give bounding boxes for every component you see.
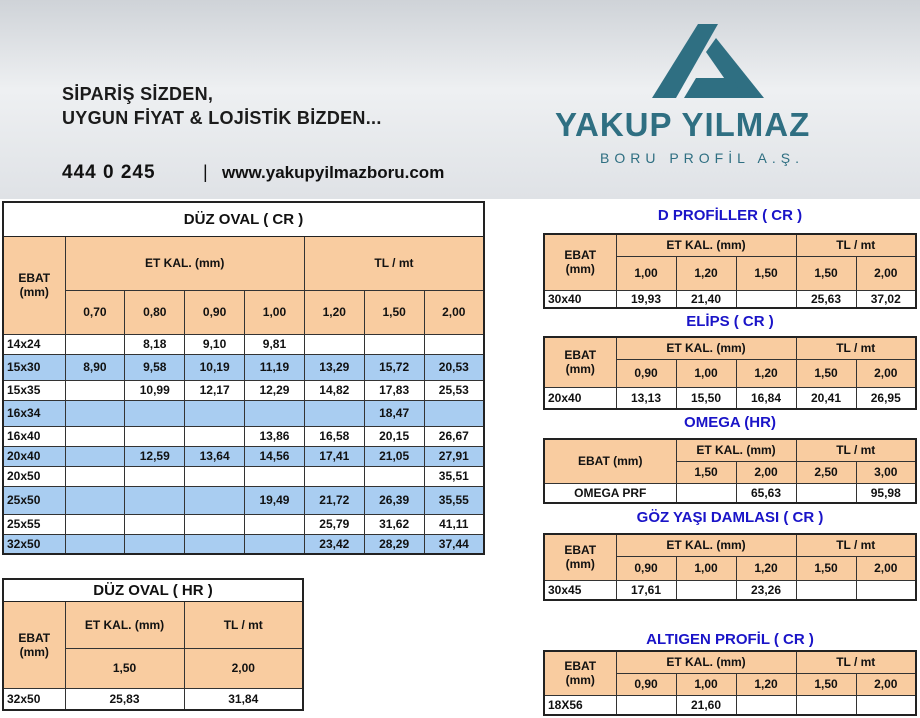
- d-profiller-table: [543, 233, 917, 309]
- price-cell: 23,26: [736, 580, 796, 600]
- price-cell: [185, 514, 245, 534]
- thickness-header: 1,50: [736, 256, 796, 290]
- size-cell: 18X56: [544, 695, 616, 715]
- et-kal-header: ET KAL. (mm): [676, 439, 796, 461]
- price-cell: [736, 695, 796, 715]
- thickness-header: 1,50: [796, 359, 856, 387]
- price-cell: [65, 400, 125, 426]
- price-cell: [364, 334, 424, 354]
- ebat-header: EBAT (mm): [544, 337, 616, 387]
- size-cell: 16x34: [3, 400, 65, 426]
- price-cell: 21,72: [304, 486, 364, 514]
- table-row: [544, 387, 916, 409]
- price-cell: 8,90: [65, 354, 125, 380]
- price-cell: 41,11: [424, 514, 484, 534]
- thickness-header: 0,80: [125, 290, 185, 334]
- size-cell: 20x40: [3, 446, 65, 466]
- thickness-header: 1,00: [676, 359, 736, 387]
- table-title: DÜZ OVAL ( HR ): [3, 579, 303, 601]
- table-row: [544, 290, 916, 308]
- table-row: [3, 466, 484, 486]
- price-cell: 25,79: [304, 514, 364, 534]
- price-cell: 25,53: [424, 380, 484, 400]
- et-kal-header: ET KAL. (mm): [616, 534, 796, 556]
- price-cell: [736, 290, 796, 308]
- price-cell: 28,29: [364, 534, 424, 554]
- elips-title: ELİPS ( CR ): [686, 313, 774, 330]
- size-cell: 25x50: [3, 486, 65, 514]
- thickness-header: 1,20: [736, 673, 796, 695]
- elips-table: [543, 336, 917, 410]
- price-cell: 13,29: [304, 354, 364, 380]
- table-row: [544, 483, 916, 503]
- thickness-header: 1,00: [245, 290, 305, 334]
- size-cell: 25x55: [3, 514, 65, 534]
- brand-name: YAKUP YILMAZ: [555, 106, 811, 143]
- header-banner: [0, 0, 920, 199]
- table-title: DÜZ OVAL ( CR ): [3, 202, 484, 236]
- tl-mt-header: TL / mt: [184, 601, 303, 648]
- price-cell: 17,83: [364, 380, 424, 400]
- thickness-header: 2,00: [184, 648, 303, 688]
- company-logo-icon: [648, 22, 768, 102]
- price-cell: [245, 534, 305, 554]
- price-cell: 65,63: [736, 483, 796, 503]
- price-cell: 13,64: [185, 446, 245, 466]
- thickness-header: 1,20: [736, 359, 796, 387]
- price-cell: 9,81: [245, 334, 305, 354]
- price-cell: 12,29: [245, 380, 305, 400]
- price-cell: [304, 466, 364, 486]
- price-cell: [304, 400, 364, 426]
- table-row: [3, 380, 484, 400]
- size-cell: 30x40: [544, 290, 616, 308]
- price-cell: 15,72: [364, 354, 424, 380]
- price-cell: [125, 426, 185, 446]
- omega-table: [543, 438, 917, 504]
- price-cell: 25,63: [796, 290, 856, 308]
- ebat-header: EBAT (mm): [544, 651, 616, 695]
- ebat-header: EBAT (mm): [3, 236, 65, 334]
- et-kal-header: ET KAL. (mm): [65, 601, 184, 648]
- thickness-header: 1,20: [736, 556, 796, 580]
- thickness-header: 1,20: [676, 256, 736, 290]
- price-cell: 35,51: [424, 466, 484, 486]
- price-cell: [676, 483, 736, 503]
- table-row: [3, 400, 484, 426]
- table-row: [544, 580, 916, 600]
- price-cell: 18,47: [364, 400, 424, 426]
- price-cell: 21,40: [676, 290, 736, 308]
- et-kal-header: ET KAL. (mm): [616, 234, 796, 256]
- price-cell: 95,98: [856, 483, 916, 503]
- price-cell: 35,55: [424, 486, 484, 514]
- thickness-header: 0,90: [185, 290, 245, 334]
- separator: |: [203, 162, 208, 182]
- size-cell: 32x50: [3, 688, 65, 710]
- slogan-line-2: UYGUN FİYAT & LOJİSTİK BİZDEN...: [62, 108, 382, 128]
- price-cell: [616, 695, 676, 715]
- slogan-line-1: SİPARİŞ SİZDEN,: [62, 84, 214, 104]
- duz-oval-hr-table: [2, 578, 304, 711]
- tl-mt-header: TL / mt: [796, 534, 916, 556]
- price-cell: 20,41: [796, 387, 856, 409]
- price-cell: [185, 534, 245, 554]
- size-cell: OMEGA PRF: [544, 483, 676, 503]
- size-cell: 30x45: [544, 580, 616, 600]
- thickness-header: 1,50: [364, 290, 424, 334]
- phone-number: 444 0 245: [62, 162, 156, 183]
- price-cell: 17,61: [616, 580, 676, 600]
- price-cell: [185, 426, 245, 446]
- price-cell: 9,10: [185, 334, 245, 354]
- price-cell: 25,83: [65, 688, 184, 710]
- price-cell: 10,19: [185, 354, 245, 380]
- price-cell: [796, 695, 856, 715]
- price-cell: 15,50: [676, 387, 736, 409]
- price-cell: [796, 580, 856, 600]
- price-cell: [125, 400, 185, 426]
- table-row: [3, 486, 484, 514]
- thickness-header: 1,50: [796, 556, 856, 580]
- price-cell: 21,05: [364, 446, 424, 466]
- brand-subtitle: BORU PROFİL A.Ş.: [600, 150, 804, 166]
- thickness-header: 2,50: [796, 461, 856, 483]
- thickness-header: 1,20: [304, 290, 364, 334]
- thickness-header: 1,50: [796, 256, 856, 290]
- price-cell: 14,56: [245, 446, 305, 466]
- table-row: [3, 354, 484, 380]
- price-cell: 10,99: [125, 380, 185, 400]
- altigen-title: ALTIGEN PROFİL ( CR ): [646, 631, 814, 648]
- goz-yasi-title: GÖZ YAŞI DAMLASI ( CR ): [636, 509, 824, 526]
- price-cell: 13,86: [245, 426, 305, 446]
- price-cell: 37,02: [856, 290, 916, 308]
- thickness-header: 1,00: [616, 256, 676, 290]
- price-cell: 20,15: [364, 426, 424, 446]
- price-cell: [185, 486, 245, 514]
- price-cell: 26,67: [424, 426, 484, 446]
- goz-yasi-table: [543, 533, 917, 601]
- price-cell: 37,44: [424, 534, 484, 554]
- et-kal-header: ET KAL. (mm): [616, 337, 796, 359]
- price-cell: [125, 514, 185, 534]
- table-row: [3, 534, 484, 554]
- thickness-header: 1,50: [676, 461, 736, 483]
- price-cell: [65, 514, 125, 534]
- table-row: [3, 514, 484, 534]
- price-cell: [424, 334, 484, 354]
- table-row: [3, 334, 484, 354]
- price-cell: [856, 695, 916, 715]
- thickness-header: 0,90: [616, 556, 676, 580]
- tl-mt-header: TL / mt: [796, 651, 916, 673]
- size-cell: 16x40: [3, 426, 65, 446]
- thickness-header: 2,00: [856, 359, 916, 387]
- ebat-header: EBAT (mm): [544, 534, 616, 580]
- price-cell: [125, 534, 185, 554]
- table-row: [3, 446, 484, 466]
- price-cell: [424, 400, 484, 426]
- price-cell: 12,17: [185, 380, 245, 400]
- price-cell: 9,58: [125, 354, 185, 380]
- price-cell: 23,42: [304, 534, 364, 554]
- price-cell: [65, 534, 125, 554]
- table-row: [3, 426, 484, 446]
- thickness-header: 1,00: [676, 673, 736, 695]
- price-cell: [65, 466, 125, 486]
- price-cell: [65, 380, 125, 400]
- d-profiller-title: D PROFİLLER ( CR ): [657, 207, 803, 224]
- price-cell: 20,53: [424, 354, 484, 380]
- et-kal-header: ET KAL. (mm): [616, 651, 796, 673]
- price-cell: 21,60: [676, 695, 736, 715]
- thickness-header: 0,90: [616, 673, 676, 695]
- price-cell: [125, 486, 185, 514]
- thickness-header: 2,00: [856, 256, 916, 290]
- ebat-mm-header: EBAT (mm): [544, 439, 676, 483]
- price-cell: [125, 466, 185, 486]
- size-cell: 15x35: [3, 380, 65, 400]
- price-cell: 8,18: [125, 334, 185, 354]
- table-row: [3, 688, 303, 710]
- price-cell: 31,84: [184, 688, 303, 710]
- thickness-header: 2,00: [736, 461, 796, 483]
- altigen-table: [543, 650, 917, 716]
- thickness-header: 0,90: [616, 359, 676, 387]
- price-cell: [796, 483, 856, 503]
- price-cell: [245, 466, 305, 486]
- price-cell: [245, 400, 305, 426]
- price-cell: [65, 446, 125, 466]
- thickness-header: 1,50: [796, 673, 856, 695]
- price-cell: 31,62: [364, 514, 424, 534]
- price-cell: 27,91: [424, 446, 484, 466]
- price-cell: [185, 400, 245, 426]
- thickness-header: 3,00: [856, 461, 916, 483]
- size-cell: 15x30: [3, 354, 65, 380]
- price-cell: [65, 486, 125, 514]
- price-cell: 13,13: [616, 387, 676, 409]
- size-cell: 20x50: [3, 466, 65, 486]
- tl-mt-header: TL / mt: [796, 234, 916, 256]
- price-cell: 19,49: [245, 486, 305, 514]
- et-kal-header: ET KAL. (mm): [65, 236, 304, 290]
- thickness-header: 0,70: [65, 290, 125, 334]
- tl-mt-header: TL / mt: [304, 236, 484, 290]
- thickness-header: 1,50: [65, 648, 184, 688]
- price-cell: [65, 334, 125, 354]
- size-cell: 14x24: [3, 334, 65, 354]
- price-cell: [364, 466, 424, 486]
- price-cell: 26,95: [856, 387, 916, 409]
- website-link[interactable]: www.yakupyilmazboru.com: [222, 163, 445, 182]
- price-cell: 16,58: [304, 426, 364, 446]
- size-cell: 20x40: [544, 387, 616, 409]
- tl-mt-header: TL / mt: [796, 439, 916, 461]
- price-cell: 16,84: [736, 387, 796, 409]
- price-cell: 26,39: [364, 486, 424, 514]
- thickness-header: 2,00: [424, 290, 484, 334]
- price-cell: [245, 514, 305, 534]
- size-cell: 32x50: [3, 534, 65, 554]
- table-row: [544, 695, 916, 715]
- price-cell: 14,82: [304, 380, 364, 400]
- price-cell: 12,59: [125, 446, 185, 466]
- price-cell: 17,41: [304, 446, 364, 466]
- price-cell: 19,93: [616, 290, 676, 308]
- price-cell: 11,19: [245, 354, 305, 380]
- price-cell: [676, 580, 736, 600]
- thickness-header: 1,00: [676, 556, 736, 580]
- ebat-header: EBAT (mm): [544, 234, 616, 290]
- omega-title: OMEGA (HR): [684, 414, 776, 431]
- price-cell: [65, 426, 125, 446]
- thickness-header: 2,00: [856, 556, 916, 580]
- ebat-header: EBAT (mm): [3, 601, 65, 688]
- duz-oval-cr-table: [2, 201, 485, 555]
- price-cell: [304, 334, 364, 354]
- thickness-header: 2,00: [856, 673, 916, 695]
- price-cell: [185, 466, 245, 486]
- tl-mt-header: TL / mt: [796, 337, 916, 359]
- price-cell: [856, 580, 916, 600]
